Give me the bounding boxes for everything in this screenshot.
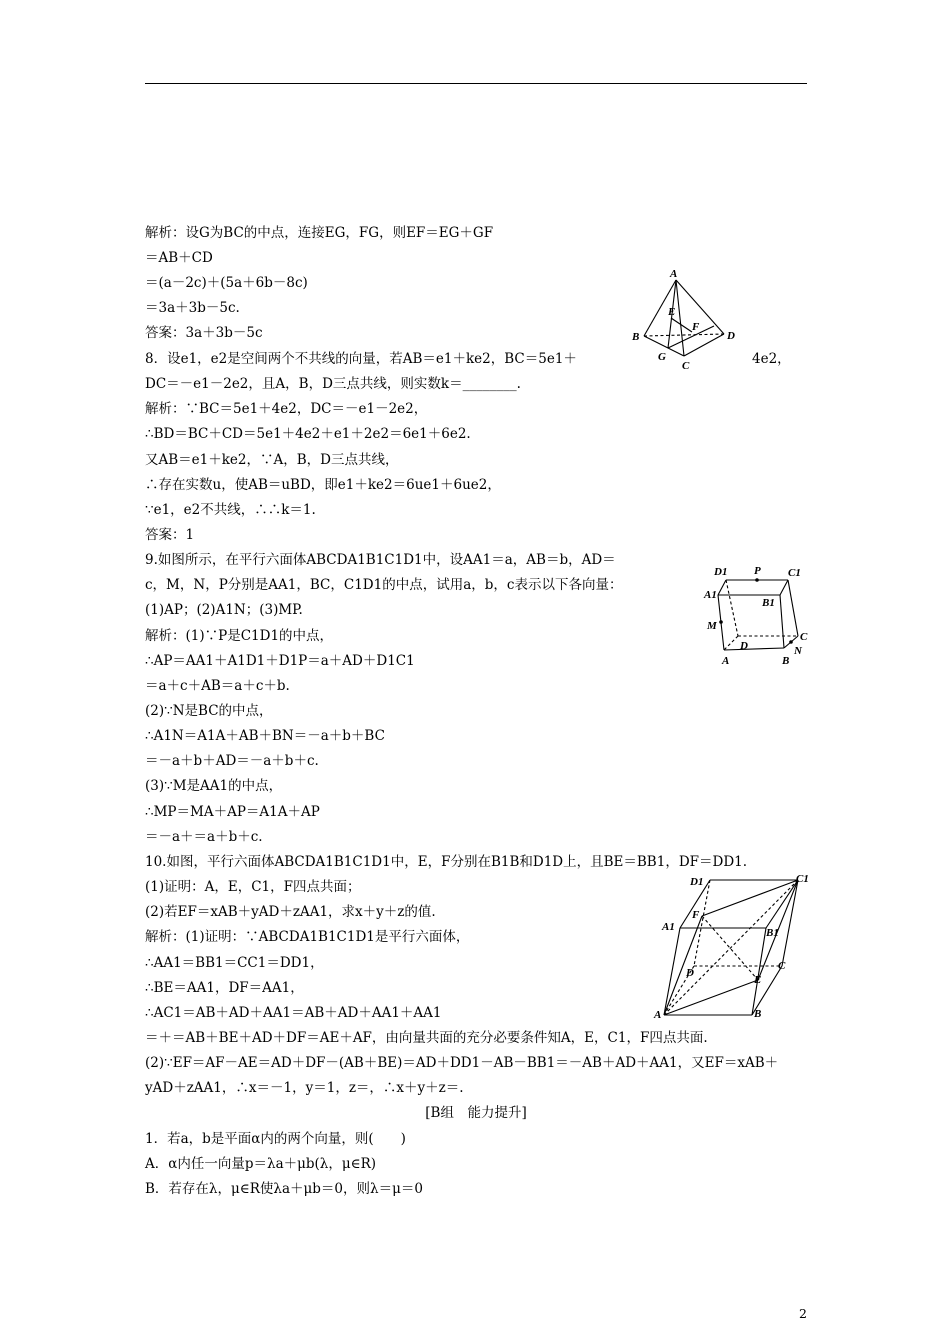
tetrahedron-figure <box>628 266 743 374</box>
fig2-label: C1 <box>788 567 801 579</box>
fig3-label: B <box>754 1008 762 1020</box>
text-line: ∴存在实数u，使AB＝uBD，即e1＋ke2＝6ue1＋6ue2， <box>145 477 501 493</box>
fig2-label: M <box>707 620 717 632</box>
answer-line: 答案：1 <box>145 527 195 543</box>
fig1-label: A <box>670 268 678 280</box>
text-line: 解析：(1)∵P是C1D1的中点， <box>145 628 334 644</box>
question-8: 8．设e1，e2是空间两个不共线的向量，若AB＝e1＋ke2，BC＝5e1＋ <box>145 351 577 367</box>
text-line: ∵e1，e2不共线，∴∴k＝1. <box>145 502 316 518</box>
text-line: 解析：设G为BC的中点，连接EG，FG，则EF＝EG＋GF <box>145 225 494 241</box>
parallelepiped-figure-2 <box>650 870 820 1030</box>
fig3-label: E <box>754 974 762 986</box>
fig3-label: D1 <box>690 876 704 888</box>
question-10: 10.如图，平行六面体ABCDA1B1C1D1中，E，F分别在B1B和D1D上，且BE＝BB1，DF＝DD1. <box>145 854 748 870</box>
text-line: (2)若EF＝xAB＋yAD＋zAA1，求x＋y＋z的值. <box>145 904 436 920</box>
fig1-label: C <box>682 360 690 372</box>
text-line: (2)∵EF＝AF－AE＝AD＋DF－(AB＋BE)＝AD＋DD1－AB－BB1＝－AB＋AD＋AA1，又EF＝xAB＋ <box>145 1055 779 1071</box>
fig2-label: B <box>782 655 790 667</box>
text-line: ∴MP＝MA＋AP＝A1A＋AP <box>145 804 320 820</box>
text-line: ＝(a－2c)＋(5a＋6b－8c) <box>145 275 308 291</box>
fig1-label: G <box>658 351 666 363</box>
text-line: (3)∵M是AA1的中点， <box>145 778 283 794</box>
fig2-label: N <box>794 645 802 657</box>
fig1-label: D <box>727 330 735 342</box>
text-line: (2)∵N是BC的中点， <box>145 703 273 719</box>
fig3-label: D <box>686 967 694 979</box>
fig2-label: C <box>800 631 808 643</box>
fig3-label: F <box>692 909 700 921</box>
fig2-label: D <box>740 640 748 652</box>
text-line: c，M，N，P分别是AA1，BC，C1D1的中点，试用a，b，c表示以下各向量： <box>145 577 623 593</box>
option-b: B．若存在λ，μ∈R使λa＋μb＝0，则λ＝μ＝0 <box>145 1181 423 1197</box>
question-9: 9.如图所示，在平行六面体ABCDA1B1C1D1中，设AA1＝a，AB＝b，AD＝ <box>145 552 616 568</box>
text-line: ∴BE＝AA1，DF＝AA1， <box>145 980 304 996</box>
question-8-tail: 4e2， <box>752 351 791 367</box>
text-line: 又AB＝e1＋ke2，∵A，B，D三点共线， <box>145 452 399 468</box>
fig2-label: A <box>722 655 730 667</box>
text-line: ＝－a＋＝a＋b＋c. <box>145 829 263 845</box>
text-line: ＝AB＋CD <box>145 250 213 266</box>
header-rule <box>145 83 807 84</box>
fig2-label: B1 <box>762 597 775 609</box>
text-line: ＝3a＋3b－5c. <box>145 300 240 316</box>
fig2-label: A1 <box>704 589 717 601</box>
text-line: ＝＋＝AB＋BE＋AD＋DF＝AE＋AF，由向量共面的充分必要条件知A，E，C1，F四点共面. <box>145 1030 708 1046</box>
fig3-label: A1 <box>662 921 675 933</box>
fig3-label: C <box>778 960 786 972</box>
question-b1: 1．若a，b是平面α内的两个向量，则( ) <box>145 1131 406 1147</box>
text-line: ＝－a＋b＋AD＝－a＋b＋c. <box>145 753 319 769</box>
text-line: 解析：(1)证明：∵ABCDA1B1C1D1是平行六面体， <box>145 929 470 945</box>
fig3-label: A <box>654 1009 662 1021</box>
fig3-label: B1 <box>766 927 779 939</box>
text-line: 解析：∵BC＝5e1＋4e2，DC＝－e1－2e2， <box>145 401 428 417</box>
fig3-label: C1 <box>796 873 809 885</box>
fig1-label: F <box>692 321 700 333</box>
text-line: (1)AP；(2)A1N；(3)MP. <box>145 602 303 618</box>
text-line: ＝a＋c＋AB＝a＋c＋b. <box>145 678 290 694</box>
section-heading: [B组 能力提升] <box>425 1105 527 1121</box>
fig1-label: E <box>668 306 676 318</box>
text-line: yAD＋zAA1，∴x＝－1，y＝1，z＝，∴x＋y＋z＝. <box>145 1080 464 1096</box>
fig1-label: B <box>632 331 640 343</box>
text-line: ∴AC1＝AB＋AD＋AA1＝AB＋AD＋AA1＋AA1 <box>145 1005 442 1021</box>
fig2-label: D1 <box>714 566 728 578</box>
page-number: 2 <box>799 1306 807 1321</box>
option-a: A．α内任一向量p＝λa＋μb(λ，μ∈R) <box>145 1156 377 1172</box>
answer-line: 答案：3a＋3b－5c <box>145 325 263 341</box>
fig2-label: P <box>754 565 761 577</box>
text-line: DC＝－e1－2e2，且A，B，D三点共线，则实数k＝________. <box>145 376 521 392</box>
text-line: ∴A1N＝A1A＋AB＋BN＝－a＋b＋BC <box>145 728 385 744</box>
text-line: ∴AA1＝BB1＝CC1＝DD1， <box>145 955 324 971</box>
text-line: ∴AP＝AA1＋A1D1＋D1P＝a＋AD＋D1C1 <box>145 653 415 669</box>
text-line: ∴BD＝BC＋CD＝5e1＋4e2＋e1＋2e2＝6e1＋6e2. <box>145 426 471 442</box>
text-line: (1)证明：A，E，C1，F四点共面； <box>145 879 361 895</box>
parallelepiped-figure-1 <box>700 560 815 672</box>
